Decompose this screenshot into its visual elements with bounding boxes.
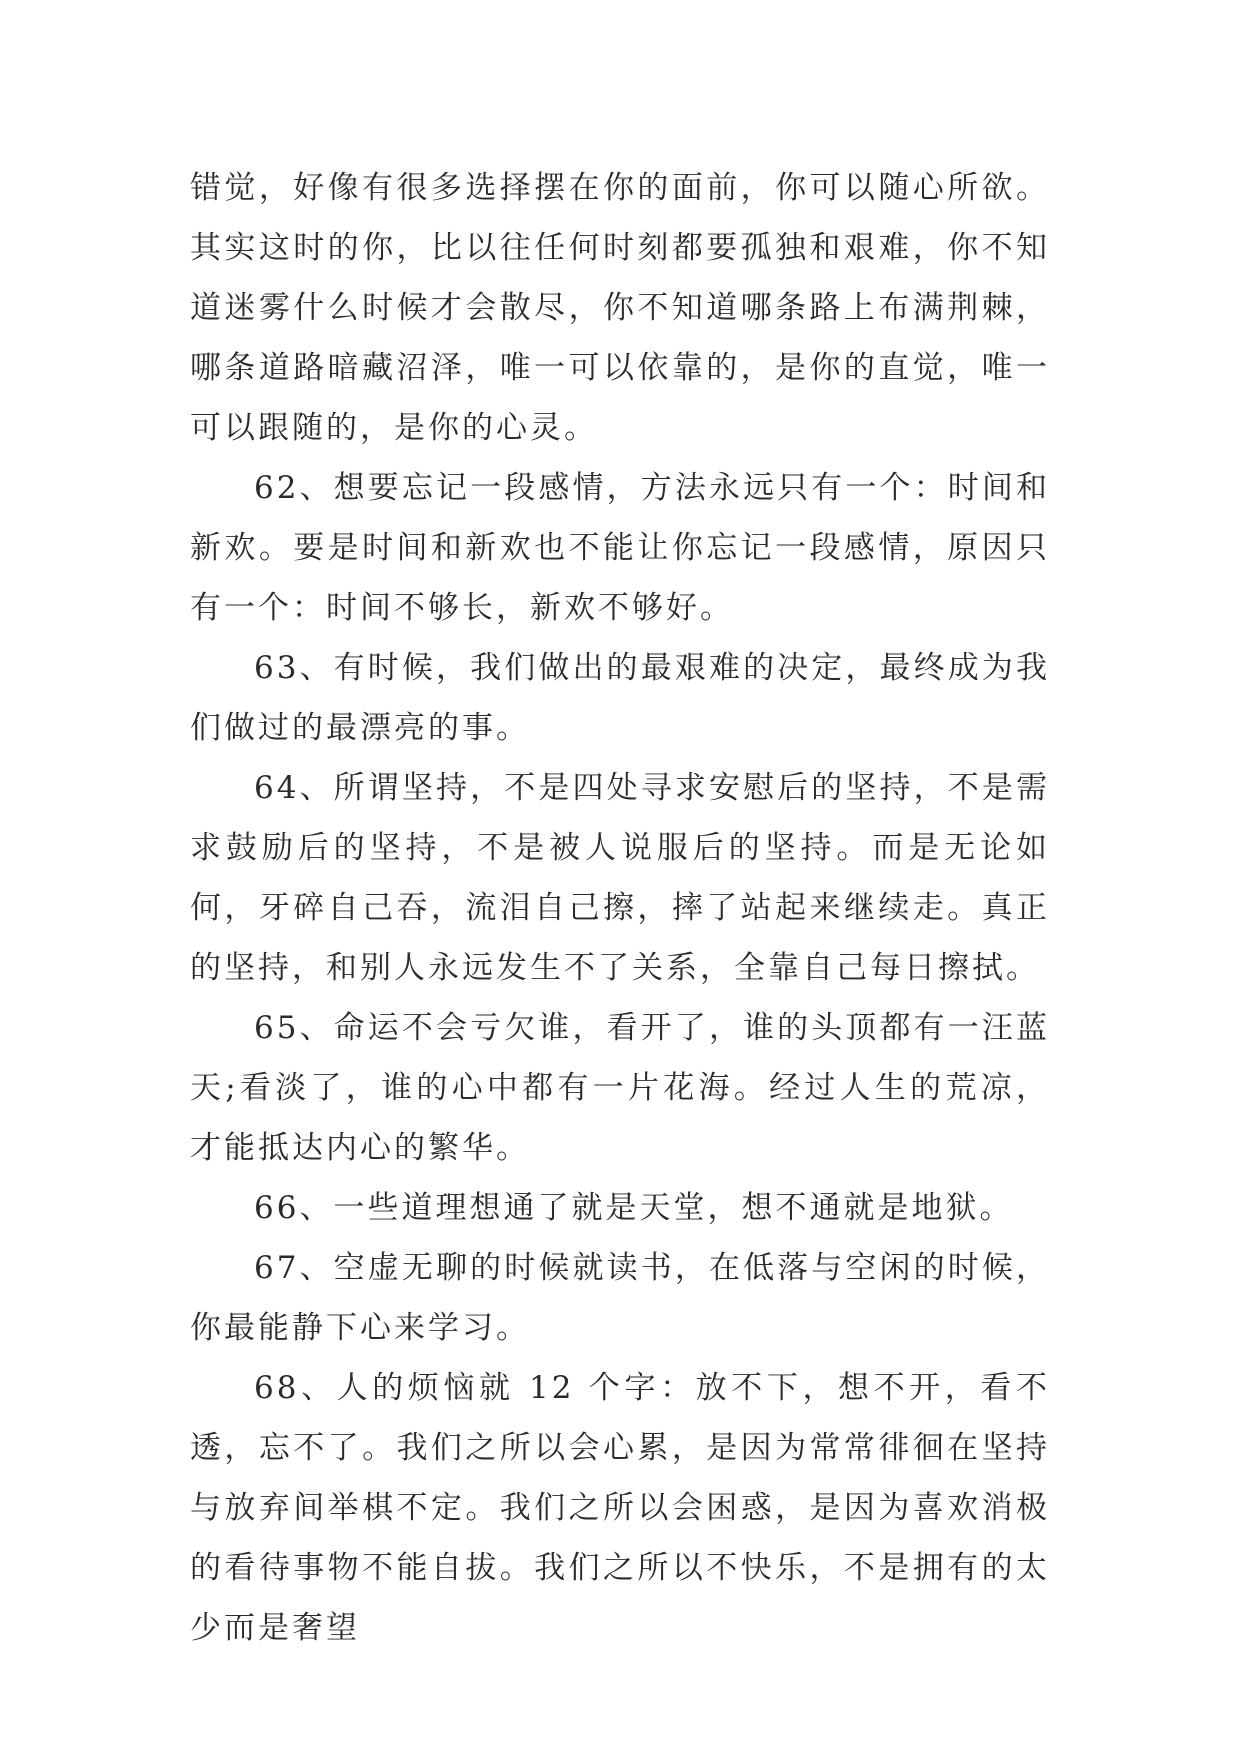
paragraph-63: 63、有时候，我们做出的最艰难的决定，最终成为我们做过的最漂亮的事。 — [190, 650, 1050, 746]
document-body — [190, 158, 1050, 1658]
paragraph-67: 67、空虚无聊的时候就读书，在低落与空闲的时候，你最能静下心来学习。 — [190, 1250, 1050, 1346]
paragraph-62: 62、想要忘记一段感情，方法永远只有一个：时间和新欢。要是时间和新欢也不能让你忘记一段感情，原因只有一个：时间不够长，新欢不够好。 — [190, 470, 1050, 626]
paragraph-64: 64、所谓坚持，不是四处寻求安慰后的坚持，不是需求鼓励后的坚持，不是被人说服后的坚持。而是无论如何，牙碎自己吞，流泪自己擦，摔了站起来继续走。真正的坚持，和别人永远发生不了关系，全靠自己每日擦拭。 — [190, 770, 1050, 986]
paragraph-continuation: 错觉，好像有很多选择摆在你的面前，你可以随心所欲。其实这时的你，比以往任何时刻都要孤独和艰难，你不知道迷雾什么时候才会散尽，你不知道哪条路上布满荆棘，哪条道路暗藏沼泽，唯一可以依靠的，是你的直觉，唯一可以跟随的，是你的心灵。 — [190, 170, 1050, 446]
paragraph-65: 65、命运不会亏欠谁，看开了，谁的头顶都有一汪蓝天;看淡了，谁的心中都有一片花海。经过人生的荒凉，才能抵达内心的繁华。 — [190, 1010, 1050, 1166]
paragraph-68: 68、人的烦恼就 12 个字：放不下，想不开，看不透，忘不了。我们之所以会心累，是因为常常徘徊在坚持与放弃间举棋不定。我们之所以会困惑，是因为喜欢消极的看待事物不能自拔。我们之所以不快乐，不是拥有的太少而是奢望 — [190, 1370, 1050, 1646]
paragraph-66: 66、一些道理想通了就是天堂，想不通就是地狱。 — [254, 1190, 1014, 1226]
